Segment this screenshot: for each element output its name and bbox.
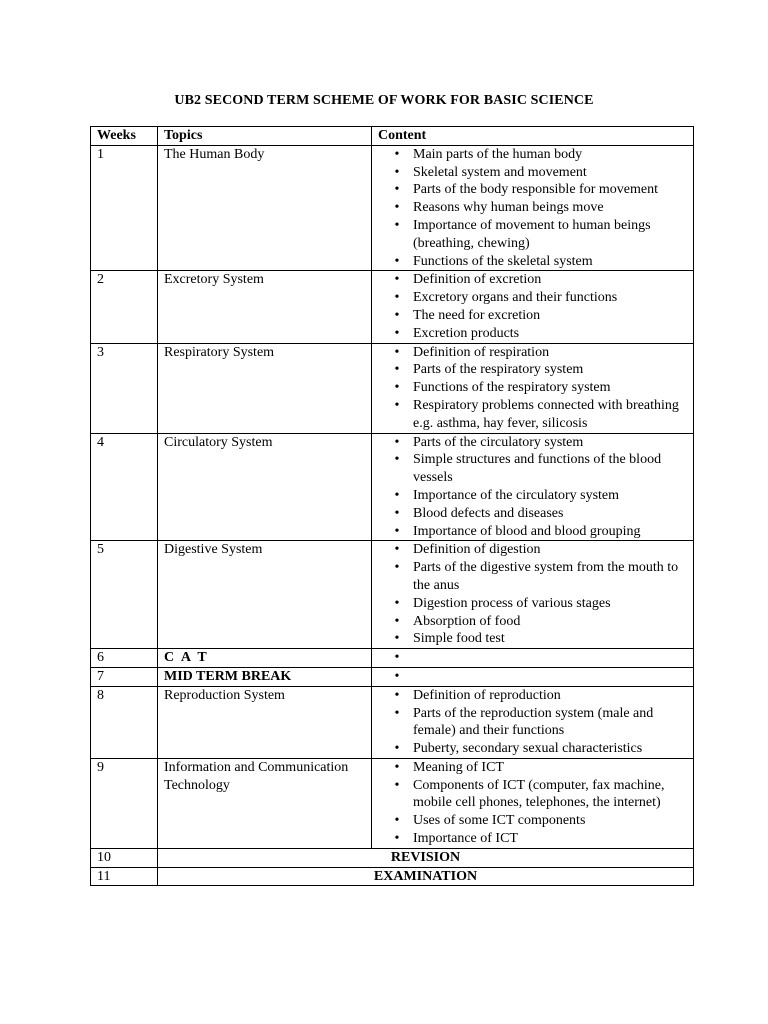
table-row (91, 649, 694, 668)
content-item-text: Parts of the respiratory system (413, 362, 584, 378)
bullet-icon: • (394, 650, 400, 666)
list-item (378, 777, 687, 813)
bullet-icon: • (394, 741, 400, 757)
content-item-text: Parts of the circulatory system (413, 434, 584, 450)
list-item (378, 487, 687, 505)
content-item-text: Components of ICT (computer, fax machine, mobile cell phones, telephones, the internet) (413, 777, 665, 811)
table-row-merged (91, 867, 694, 886)
topic-cell: Information and Communication Technology (158, 758, 372, 848)
content-item-text: Reasons why human beings move (413, 200, 604, 216)
list-item (378, 668, 687, 686)
list-item (378, 397, 687, 433)
list-item (378, 812, 687, 830)
content-item-text: Importance of movement to human beings (breathing, chewing) (413, 217, 651, 251)
content-list (378, 759, 687, 848)
list-item (378, 541, 687, 559)
week-cell: 6 (91, 649, 158, 668)
content-item-text: Excretory organs and their functions (413, 290, 618, 306)
topic-cell: C A T (158, 649, 372, 668)
content-item-text (408, 649, 687, 667)
bullet-icon: • (394, 505, 400, 521)
table-row (91, 686, 694, 758)
bullet-icon: • (394, 164, 400, 180)
content-cell (372, 649, 694, 668)
merged-label-cell: REVISION (158, 848, 694, 867)
topic-cell: Digestive System (158, 541, 372, 649)
content-item-text: Functions of the skeletal system (413, 253, 593, 269)
list-item (378, 759, 687, 777)
bullet-icon: • (394, 397, 400, 413)
week-cell: 10 (91, 848, 158, 867)
bullet-icon: • (394, 523, 400, 539)
list-item (378, 740, 687, 758)
list-item (378, 325, 687, 343)
merged-label-cell: EXAMINATION (158, 867, 694, 886)
bullet-icon: • (394, 325, 400, 341)
week-cell: 4 (91, 433, 158, 541)
content-item-text: Definition of excretion (413, 272, 542, 288)
table-body (91, 145, 694, 886)
bullet-icon: • (394, 542, 400, 558)
header-content: Content (372, 127, 694, 146)
list-item (378, 595, 687, 613)
bullet-icon: • (394, 668, 400, 684)
content-item-text: Simple food test (413, 631, 505, 647)
list-item (378, 344, 687, 362)
content-cell (372, 145, 694, 271)
list-item (378, 649, 687, 667)
list-item (378, 164, 687, 182)
week-cell: 8 (91, 686, 158, 758)
list-item (378, 146, 687, 164)
list-item (378, 523, 687, 541)
content-item-text: Simple structures and functions of the blood vessels (413, 452, 662, 486)
content-item-text: Uses of some ICT components (413, 813, 586, 829)
header-weeks: Weeks (91, 127, 158, 146)
week-cell: 9 (91, 758, 158, 848)
content-item-text: Definition of respiration (413, 344, 550, 360)
table-row (91, 667, 694, 686)
content-cell (372, 541, 694, 649)
content-item-text: Importance of the circulatory system (413, 487, 620, 503)
topic-cell: The Human Body (158, 145, 372, 271)
week-cell: 3 (91, 343, 158, 433)
content-item-text: Functions of the respiratory system (413, 380, 611, 396)
bullet-icon: • (394, 560, 400, 576)
list-item (378, 451, 687, 487)
topic-cell: Respiratory System (158, 343, 372, 433)
table-row (91, 541, 694, 649)
bullet-icon: • (394, 253, 400, 269)
list-item (378, 271, 687, 289)
bullet-icon: • (394, 182, 400, 198)
bullet-icon: • (394, 272, 400, 288)
content-item-text: Parts of the digestive system from the mouth to the anus (413, 560, 679, 593)
content-cell (372, 686, 694, 758)
content-list (378, 146, 687, 271)
content-item-text: Main parts of the human body (413, 146, 583, 162)
list-item (378, 687, 687, 705)
list-item (378, 307, 687, 325)
bullet-icon: • (394, 434, 400, 450)
content-item-text: Definition of reproduction (413, 687, 561, 703)
content-list (378, 271, 687, 342)
content-item-text: The need for excretion (413, 307, 541, 323)
list-item (378, 181, 687, 199)
table-row (91, 433, 694, 541)
content-item-text: Skeletal system and movement (413, 164, 587, 180)
content-cell (372, 667, 694, 686)
bullet-icon: • (394, 307, 400, 323)
list-item (378, 613, 687, 631)
week-cell: 2 (91, 271, 158, 343)
content-item-text: Respiratory problems connected with breathing e.g. asthma, hay fever, silicosis (413, 397, 679, 431)
content-list (378, 649, 687, 667)
content-item-text: Absorption of food (413, 613, 521, 629)
bullet-icon: • (394, 200, 400, 216)
bullet-icon: • (394, 344, 400, 360)
content-list (378, 434, 687, 541)
list-item (378, 705, 687, 741)
content-item-text: Blood defects and diseases (413, 505, 564, 521)
content-item-text: Importance of ICT (413, 831, 518, 847)
content-cell (372, 271, 694, 343)
bullet-icon: • (394, 831, 400, 847)
week-cell: 11 (91, 867, 158, 886)
bullet-icon: • (394, 146, 400, 162)
content-list (378, 668, 687, 686)
content-item-text: Digestion process of various stages (413, 595, 611, 611)
scheme-of-work-table (90, 126, 694, 886)
content-item-text: Parts of the body responsible for movement (413, 182, 658, 198)
list-item (378, 830, 687, 848)
bullet-icon: • (394, 290, 400, 306)
content-item-text: Parts of the reproduction system (male and female) and their functions (413, 705, 654, 739)
content-item-text: Meaning of ICT (413, 759, 504, 775)
content-item-text: Importance of blood and blood grouping (413, 523, 641, 539)
list-item (378, 361, 687, 379)
list-item (378, 505, 687, 523)
bullet-icon: • (394, 631, 400, 647)
bullet-icon: • (394, 759, 400, 775)
content-list (378, 541, 687, 648)
table-row (91, 271, 694, 343)
content-item-text: Definition of digestion (413, 542, 541, 558)
bullet-icon: • (394, 777, 400, 793)
week-cell: 1 (91, 145, 158, 271)
topic-cell: Reproduction System (158, 686, 372, 758)
content-item-text: Puberty, secondary sexual characteristics (413, 741, 643, 757)
table-row-merged (91, 848, 694, 867)
list-item (378, 253, 687, 271)
topic-cell: Circulatory System (158, 433, 372, 541)
bullet-icon: • (394, 452, 400, 468)
week-cell: 5 (91, 541, 158, 649)
list-item (378, 199, 687, 217)
table-row (91, 343, 694, 433)
list-item (378, 630, 687, 648)
content-item-text: Excretion products (413, 325, 520, 341)
list-item (378, 379, 687, 397)
table-row (91, 758, 694, 848)
list-item (378, 559, 687, 595)
header-topics: Topics (158, 127, 372, 146)
content-cell (372, 343, 694, 433)
header-row (91, 127, 694, 146)
list-item (378, 217, 687, 253)
content-list (378, 344, 687, 433)
content-cell (372, 433, 694, 541)
bullet-icon: • (394, 813, 400, 829)
document-title: UB2 SECOND TERM SCHEME OF WORK FOR BASIC SCIENCE (174, 93, 594, 108)
table-row (91, 145, 694, 271)
bullet-icon: • (394, 380, 400, 396)
topic-cell: MID TERM BREAK (158, 667, 372, 686)
week-cell: 7 (91, 667, 158, 686)
topic-cell: Excretory System (158, 271, 372, 343)
bullet-icon: • (394, 217, 400, 233)
list-item (378, 434, 687, 452)
list-item (378, 289, 687, 307)
content-cell (372, 758, 694, 848)
bullet-icon: • (394, 705, 400, 721)
content-list (378, 687, 687, 758)
bullet-icon: • (394, 687, 400, 703)
bullet-icon: • (394, 362, 400, 378)
bullet-icon: • (394, 613, 400, 629)
bullet-icon: • (394, 595, 400, 611)
bullet-icon: • (394, 487, 400, 503)
content-item-text (408, 668, 687, 686)
